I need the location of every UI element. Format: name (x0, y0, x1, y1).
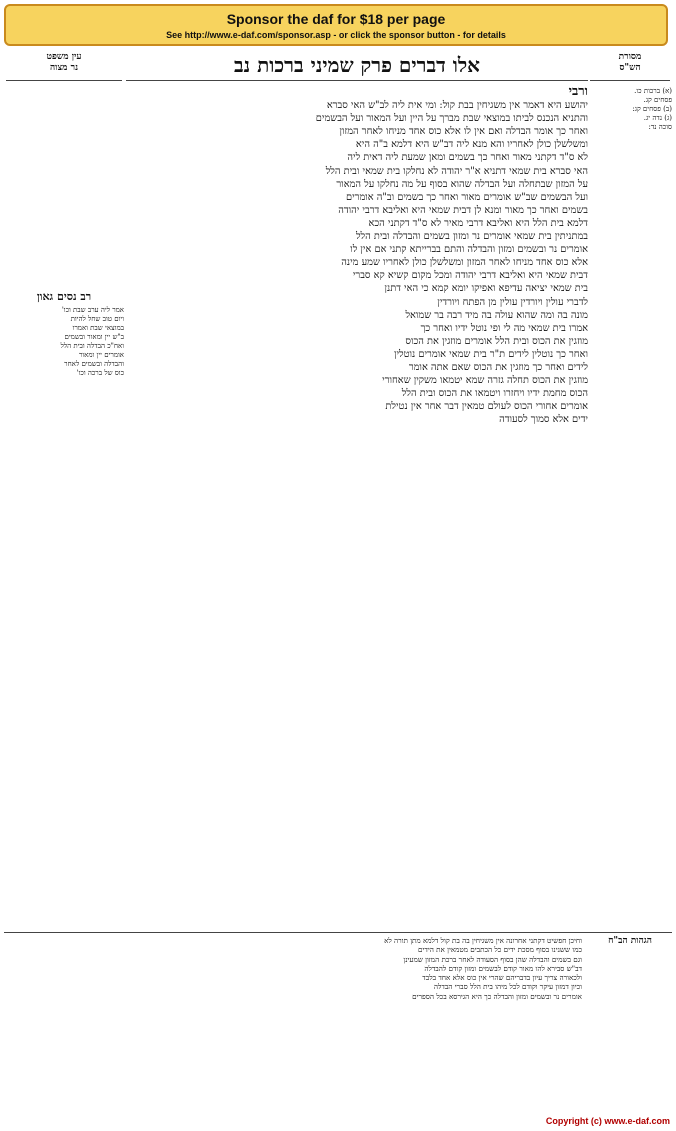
intro-word: ורבי (568, 84, 588, 99)
page-header: אלו דברים פרק שמיני ברכות נב (233, 53, 481, 77)
rav-nissim-title: רב נסים גאון (36, 290, 92, 303)
rav-nissim-text: אמר ליה ערב שבת וכו' ויום טוב שחל להיות במוצאי שבת ואמרו ב"ש יין ומאור ובשמים ואח"כ הבדלה ובית הלל אומרים יין ומאור והבדלה ובשמים לאחר כוס של ברכה וכו' (60, 306, 124, 377)
sponsor-title: Sponsor the daf for $18 per page (226, 11, 446, 27)
sponsor-banner[interactable] (4, 4, 668, 46)
masoret-label-1: מסורת (618, 52, 642, 62)
talmud-page (4, 52, 672, 1112)
copyright-link[interactable]: Copyright (c) www.e-daf.com (545, 1116, 670, 1126)
ein-mishpat-label-1: עין משפט (46, 52, 82, 62)
masoret-label-2: הש"ס (619, 63, 641, 73)
bottom-lines: וחיכן חפשיט דקתני אחרונה אין משגיחין בה בת קול דלמא מתן תורה לא כמו ששנינו בסוף מסכת ידים כל הכתבים מטמאין את הידים וגם בשמים והבדלה שהן בסוף הסעודה לאחר ברכת המזון שמעינן דב"ש סבירא להו מאור קודם לבשמים ומזון קודם להבדלה ולכאורה צריך עיון בדבריהם שהרי אין כוס אלא אחד בלבד וכיון דמזון עיקר וקודם לכל מיהו בית הלל סברי הבדלה אומרים נר ובשמים ומזון והבדלה כך היא הגירסא בכל הספרים (384, 936, 582, 1001)
sponsor-subtitle: See http://www.e-daf.com/sponsor.asp - or click the sponsor button - for details (166, 30, 506, 40)
masoret-note: (א) ברכות כו. פסחים קג. (ב) פסחים קג: (ג) נדה יג. סוכה נד: (632, 87, 672, 131)
hagahot-title: הגהות הב"ח (608, 936, 652, 946)
gemara-text: ורבי יהושע היא דאמר אין משגיחין בבת קול: ומי אית ליה לב"ש האי סברא והתניא הנכנס לביתו במוצאי שבת מברך על היין ועל המאור ועל הבשמים ואחר כך אומר הבדלה ואם אין לו אלא כוס אחד מניחו לאחר המזון ומשלשלן כולן לאחריו והא מנא ליה דב"ש היא דלמא ב"ה היא לא ס"ד דקתני מאור ואחר כך בשמים ומאן שמעת ליה דאית ליה האי סברא בית שמאי דתניא א"ר יהודה לא נחלקו בית שמאי ובית הלל על המזון שבתחלה ועל הבדלה שהוא בסוף על מה נחלקו על המאור ועל הבשמים שב"ש אומרים מאור ואחר כך בשמים וב"ה אומרים בשמים ואחר כך מאור ומנא לן דבית שמאי היא ואליבא דרבי יהודה דלמא בית הלל היא ואליבא דרבי מאיר לא ס"ד דקתני הכא במתניתין בית שמאי אומרים נר ומזון בשמים והבדלה ובית הלל אומרים נר ובשמים ומזון והבדלה והתם בברייתא קתני אם אין לו אלא כוס אחד מניחו לאחר המזון ומשלשלן כולן לאחריו שמע מינה דבית שמאי היא ואליבא דרבי יהודה ומכל מקום קשיא קא סברי בית שמאי יציאה עדיפא ואפיקו יומא קמא כי האי דתנן לדברי עולין ויורדין עולין מן הפתח ויורדין מונה בה ומה שהוא עולה בה מיד רבה בר שמואל אמרו בית שמאי מה לי ופי נוטל ידיו ואחר כך מוזגין את הכוס ובית הלל אומרים מוזגין את הכוס ואחר כך נוטלין לידים ת"ר בית שמאי אומרים נוטלין לידים ואחר כך מוזגין את הכוס שאם אתה אומר מוזגין את הכוס תחלה גזרה שמא יטמאו משקין שאחורי הכוס מחמת ידיו ויחזרו ויטמאו את הכוס ובית הלל אומרים אחורי הכוס לעולם טמאין דבר אחר אין נטילת ידים אלא סמוך לסעודה (315, 84, 588, 426)
bottom-commentary (4, 932, 672, 1112)
ein-mishpat-label-2: נר מצוה (49, 63, 78, 73)
